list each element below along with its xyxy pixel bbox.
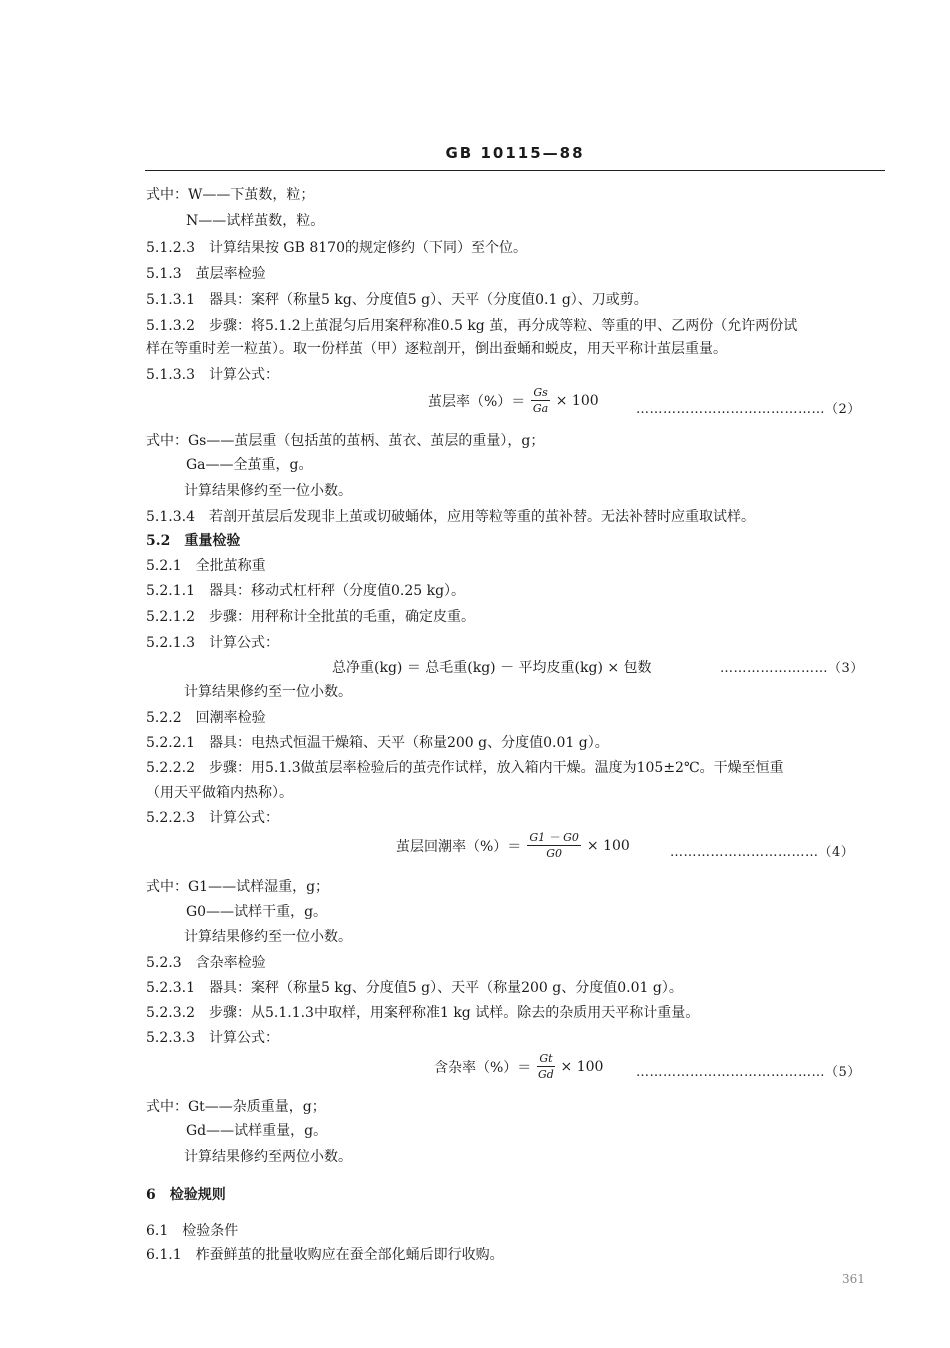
text-line: 5.1.3.3 计算公式： bbox=[146, 367, 279, 383]
formula-4 bbox=[396, 831, 630, 860]
section-heading: 5.2.3 含杂率检验 bbox=[146, 955, 266, 971]
formula-2 bbox=[428, 386, 599, 415]
denominator: Ga bbox=[532, 402, 549, 415]
equation-number: ……………………………（4） bbox=[670, 845, 855, 860]
doc-header: GB 10115—88 bbox=[445, 144, 585, 162]
text-line: 式中：Gs——茧层重（包括茧的茧柄、茧衣、茧层的重量），g； bbox=[146, 433, 545, 449]
section-heading: 5.1.3 茧层率检验 bbox=[146, 266, 266, 282]
formula-rhs: × 100 bbox=[560, 1058, 604, 1075]
section-heading: 6.1 检验条件 bbox=[146, 1223, 239, 1239]
text-line: 式中：W——下茧数，粒； bbox=[146, 187, 315, 203]
section-heading: 5.2.2 回潮率检验 bbox=[146, 710, 266, 726]
denominator: G0 bbox=[546, 847, 562, 860]
chapter-heading: 6 检验规则 bbox=[146, 1187, 226, 1203]
text-line: 5.2.2.3 计算公式： bbox=[146, 810, 279, 826]
text-line: （用天平做箱内热称）。 bbox=[146, 785, 293, 801]
text-line: 计算结果修约至两位小数。 bbox=[184, 1149, 352, 1165]
formula-lhs: 含杂率（%）＝ bbox=[434, 1059, 532, 1076]
text-line: 式中：G1——试样湿重，g； bbox=[146, 879, 330, 895]
text-line: 5.2.1.2 步骤：用秤称计全批茧的毛重，确定皮重。 bbox=[146, 609, 475, 625]
text-line: 5.1.3.1 器具：案秤（称量5 kg、分度值5 g）、天平（分度值0.1 g）、刀或剪。 bbox=[146, 292, 648, 308]
formula-rhs: × 100 bbox=[586, 837, 630, 854]
formula-lhs: 茧层率（%）＝ bbox=[428, 393, 526, 410]
numerator: Gs bbox=[533, 386, 548, 399]
section-heading: 5.2.1 全批茧称重 bbox=[146, 558, 266, 574]
denominator: Gd bbox=[538, 1068, 554, 1081]
fraction bbox=[537, 1052, 554, 1081]
text-line: 6.1.1 柞蚕鲜茧的批量收购应在蚕全部化蛹后即行收购。 bbox=[146, 1247, 504, 1263]
section-heading: 5.2 重量检验 bbox=[146, 533, 241, 549]
header-rule bbox=[145, 170, 885, 171]
text-line: Ga——全茧重，g。 bbox=[186, 457, 313, 473]
formula-3 bbox=[332, 657, 652, 677]
formula-lhs: 茧层回潮率（%）＝ bbox=[396, 838, 522, 855]
numerator: Gt bbox=[539, 1052, 553, 1065]
equation-number: ……………………………………（2） bbox=[636, 402, 861, 417]
numerator: G1 － G0 bbox=[529, 831, 579, 844]
text-line: 计算结果修约至一位小数。 bbox=[184, 483, 352, 499]
text-line: 式中：Gt——杂质重量，g； bbox=[146, 1099, 326, 1115]
formula-5 bbox=[434, 1052, 603, 1081]
text-line: 5.2.3.1 器具：案秤（称量5 kg、分度值5 g）、天平（称量200 g、分度值0.01 g）。 bbox=[146, 980, 683, 996]
fraction bbox=[531, 386, 549, 415]
text-line: 5.2.2.1 器具：电热式恒温干燥箱、天平（称量200 g、分度值0.01 g）。 bbox=[146, 735, 609, 751]
text-line: 5.2.1.3 计算公式： bbox=[146, 635, 279, 651]
formula-text: 总净重(kg) ＝ 总毛重(kg) － 平均皮重(kg) × 包数 bbox=[332, 660, 652, 676]
text-line: 计算结果修约至一位小数。 bbox=[184, 929, 352, 945]
text-line: 5.1.3.2 步骤：将5.1.2上茧混匀后用案秤称准0.5 kg 茧，再分成等粒、等重的甲、乙两份（允许两份试 bbox=[146, 318, 798, 334]
text-line: 计算结果修约至一位小数。 bbox=[184, 684, 352, 700]
text-line: G0——试样干重，g。 bbox=[186, 904, 328, 920]
text-line: Gd——试样重量，g。 bbox=[186, 1123, 328, 1139]
text-line: N——试样茧数，粒。 bbox=[186, 213, 325, 229]
fraction bbox=[527, 831, 581, 860]
text-line: 5.1.2.3 计算结果按 GB 8170的规定修约（下同）至个位。 bbox=[146, 240, 527, 256]
text-line: 5.2.1.1 器具：移动式杠杆秤（分度值0.25 kg）。 bbox=[146, 583, 466, 599]
formula-rhs: × 100 bbox=[555, 392, 599, 409]
equation-number: ……………………（3） bbox=[720, 661, 864, 676]
equation-number: ……………………………………（5） bbox=[636, 1065, 861, 1080]
text-line: 样在等重时差一粒茧）。取一份样茧（甲）逐粒剖开，倒出蚕蛹和蜕皮，用天平称计茧层重量。 bbox=[146, 341, 727, 357]
text-line: 5.2.2.2 步骤：用5.1.3做茧层率检验后的茧壳作试样，放入箱内干燥。温度为105±2℃。干燥至恒重 bbox=[146, 760, 784, 776]
text-line: 5.1.3.4 若剖开茧层后发现非上茧或切破蛹体，应用等粒等重的茧补替。无法补替时应重取试样。 bbox=[146, 509, 755, 525]
text-line: 5.2.3.2 步骤：从5.1.1.3中取样，用案秤称准1 kg 试样。除去的杂质用天平称计重量。 bbox=[146, 1005, 700, 1021]
text-line: 5.2.3.3 计算公式： bbox=[146, 1030, 279, 1046]
page-number: 361 bbox=[842, 1272, 865, 1286]
